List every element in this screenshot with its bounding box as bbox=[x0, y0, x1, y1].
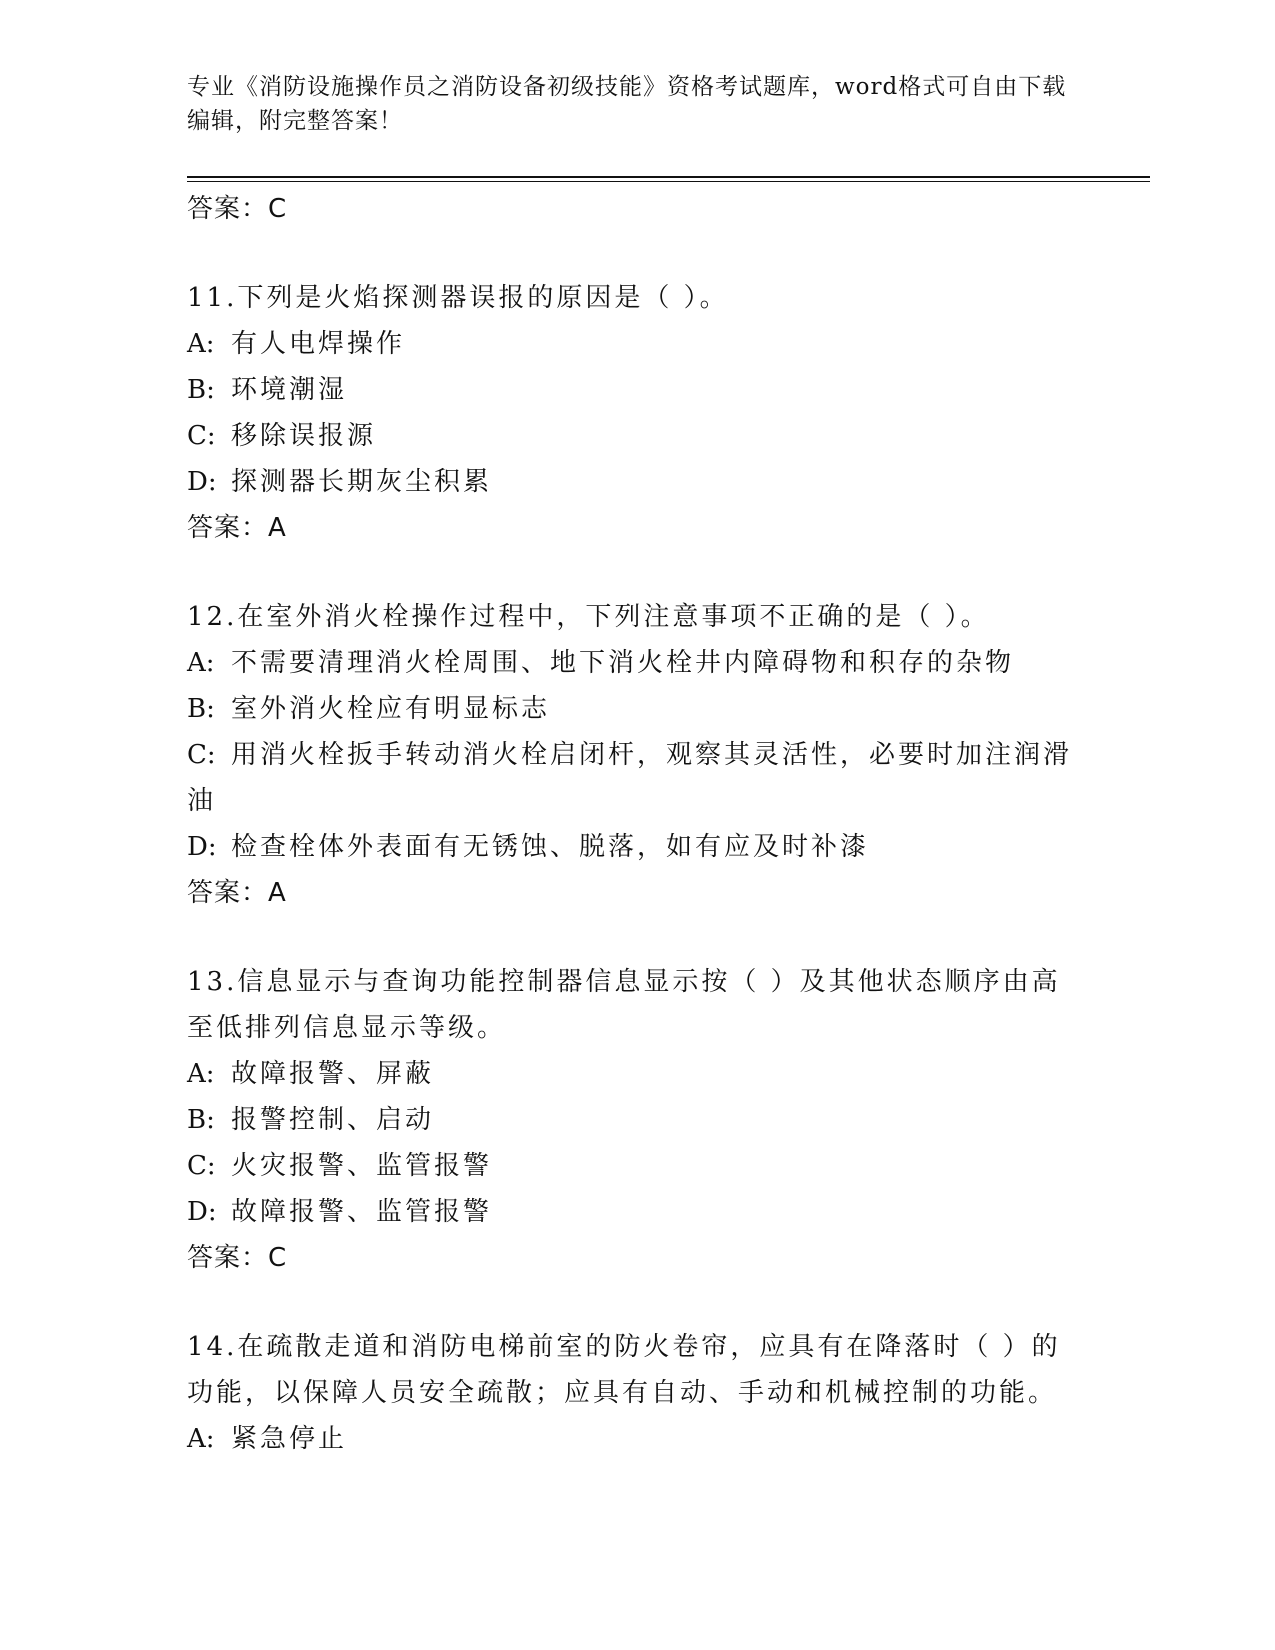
option-b bbox=[187, 367, 1087, 413]
option-text: 环境潮湿 bbox=[231, 375, 348, 405]
question-list bbox=[187, 186, 1087, 1462]
option-label: C: bbox=[187, 421, 216, 451]
option-b bbox=[187, 686, 1087, 732]
option-label: A: bbox=[187, 1424, 215, 1454]
question-stem: 11.下列是火焰探测器误报的原因是（ ）。 bbox=[187, 283, 729, 313]
option-label: A: bbox=[187, 648, 215, 678]
option-text: 紧急停止 bbox=[231, 1424, 348, 1454]
option-text: 移除误报源 bbox=[231, 421, 377, 451]
header-rule-thin bbox=[187, 181, 1150, 182]
option-label: C: bbox=[187, 740, 216, 770]
option-label: A: bbox=[187, 1059, 215, 1089]
option-text: 用消火栓扳手转动消火栓启闭杆，观察其灵活性，必要时加注润滑油 bbox=[187, 740, 1073, 816]
option-label: A: bbox=[187, 329, 215, 359]
option-label: D: bbox=[187, 832, 217, 862]
option-c bbox=[187, 732, 1087, 824]
option-label: C: bbox=[187, 1151, 216, 1181]
option-text: 探测器长期灰尘积累 bbox=[231, 467, 493, 497]
option-text: 故障报警、监管报警 bbox=[231, 1197, 493, 1227]
option-text: 不需要清理消火栓周围、地下消火栓井内障碍物和积存的杂物 bbox=[231, 648, 1015, 678]
option-label: B: bbox=[187, 1105, 215, 1135]
answer-line: 答案：A bbox=[187, 878, 287, 908]
option-label: D: bbox=[187, 467, 217, 497]
option-b bbox=[187, 1097, 1087, 1143]
option-c bbox=[187, 1143, 1087, 1189]
option-a bbox=[187, 640, 1087, 686]
option-d bbox=[187, 1189, 1087, 1235]
answer-line: 答案：C bbox=[187, 194, 288, 224]
question-stem: 12.在室外消火栓操作过程中，下列注意事项不正确的是（ ）。 bbox=[187, 602, 990, 632]
option-a bbox=[187, 1416, 1087, 1462]
question-stem: 13.信息显示与查询功能控制器信息显示按（ ）及其他状态顺序由高至低排列信息显示等级。 bbox=[187, 967, 1061, 1043]
option-text: 故障报警、屏蔽 bbox=[231, 1059, 435, 1089]
header-rule-thick bbox=[187, 176, 1150, 178]
option-c bbox=[187, 413, 1087, 459]
answer-line: 答案：C bbox=[187, 1243, 288, 1273]
option-text: 报警控制、启动 bbox=[231, 1105, 435, 1135]
option-text: 检查栓体外表面有无锈蚀、脱落，如有应及时补漆 bbox=[231, 832, 870, 862]
option-label: B: bbox=[187, 375, 215, 405]
answer-line: 答案：A bbox=[187, 513, 287, 543]
option-label: D: bbox=[187, 1197, 217, 1227]
option-a bbox=[187, 1051, 1087, 1097]
option-label: B: bbox=[187, 694, 215, 724]
option-text: 有人电焊操作 bbox=[231, 329, 406, 359]
option-d bbox=[187, 824, 1087, 870]
option-text: 室外消火栓应有明显标志 bbox=[231, 694, 551, 724]
option-a bbox=[187, 321, 1087, 367]
option-d bbox=[187, 459, 1087, 505]
option-text: 火灾报警、监管报警 bbox=[231, 1151, 493, 1181]
document-header: 专业《消防设施操作员之消防设备初级技能》资格考试题库，word格式可自由下载编辑，附完整答案！ bbox=[187, 74, 1067, 134]
question-stem: 14.在疏散走道和消防电梯前室的防火卷帘，应具有在降落时（ ）的功能，以保障人员安全疏散；应具有自动、手动和机械控制的功能。 bbox=[187, 1332, 1061, 1408]
